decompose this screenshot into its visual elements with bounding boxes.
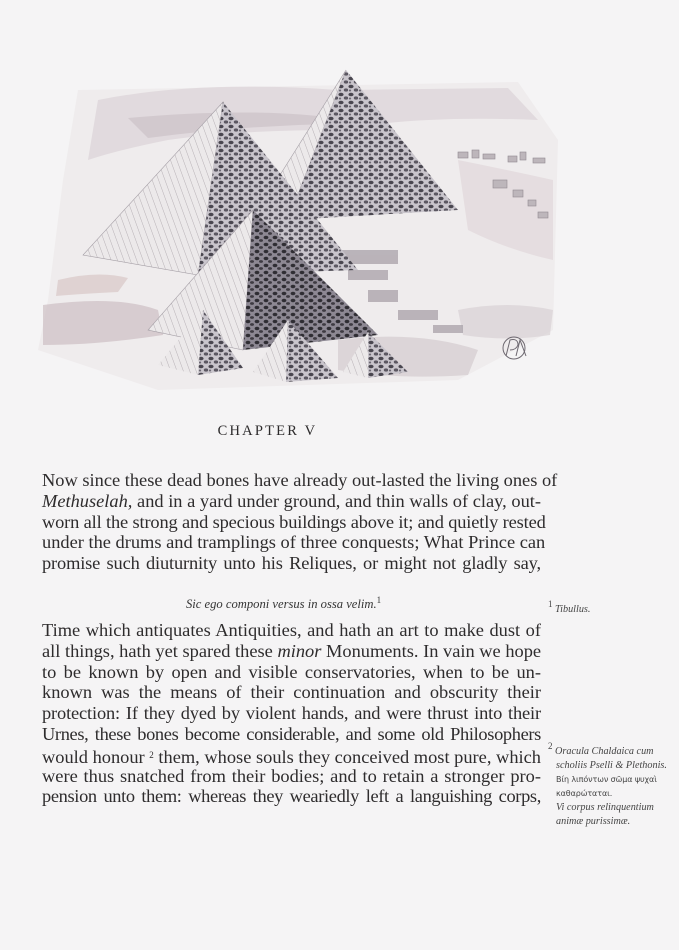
text-line: worn all the strong and specious buildings above it; and quietly rested <box>42 511 546 532</box>
note-line: Βίη λιπόντων σῶμα ψυχαὶ <box>556 775 657 784</box>
text-line: Urnes, these bones become considerable, and some old Philosophers <box>42 723 541 744</box>
chapter-title: CHAPTER V <box>217 423 318 439</box>
text-line: promise such diuturnity unto his Reliques, or might not gladly say, <box>42 553 541 574</box>
text-line: to be known by open and visible conservatories, when to be un- <box>42 661 541 682</box>
paragraph-1 <box>42 470 558 574</box>
note-line: 2 Oracula Chaldaica cum <box>548 741 654 757</box>
text-line: under the drums and tramplings of three conquests; What Prince can <box>42 532 546 553</box>
footnote-ref-2: 2 <box>149 749 154 760</box>
footnote-2 <box>548 739 676 829</box>
text-line: pension unto them: whereas they weariedly left a languishing corps, <box>42 786 541 807</box>
text-line: known was the means of their continuation and obscurity their <box>42 682 541 703</box>
verse-quotation: Sic ego componi versus in ossa velim.$^1$ <box>186 595 382 611</box>
text-line: would honour $^2$ them, whose souls they conceived most pure, which <box>42 746 541 767</box>
text-line: all things, hath yet spared these minor Monuments. In vain we hope <box>42 640 542 661</box>
paragraph-2 <box>42 620 541 807</box>
footnote-ref-1: 1 <box>376 595 382 605</box>
note-line: καθαρώταται. <box>556 789 613 798</box>
text-line: were thus snatched from their bodies; and to retain a stronger pro- <box>42 765 541 786</box>
footnote-1: 1 Tibullus. <box>548 599 591 615</box>
note-line: scholiis Pselli & Plethonis. <box>556 760 667 771</box>
pyramids-illustration <box>38 60 558 395</box>
text-line: Methuselah, and in a yard under ground, and thin walls of clay, out- <box>42 490 541 511</box>
text-line: protection: If they dyed by violent hands, and were thrust into their <box>42 703 541 724</box>
note-line: animæ purissimæ. <box>556 816 631 827</box>
text-line: Time which antiquates Antiquities, and hath an art to make dust of <box>42 620 541 640</box>
note-line: Vi corpus relinquentium <box>556 802 654 813</box>
text-line: Now since these dead bones have already out-lasted the living ones of <box>42 470 558 490</box>
